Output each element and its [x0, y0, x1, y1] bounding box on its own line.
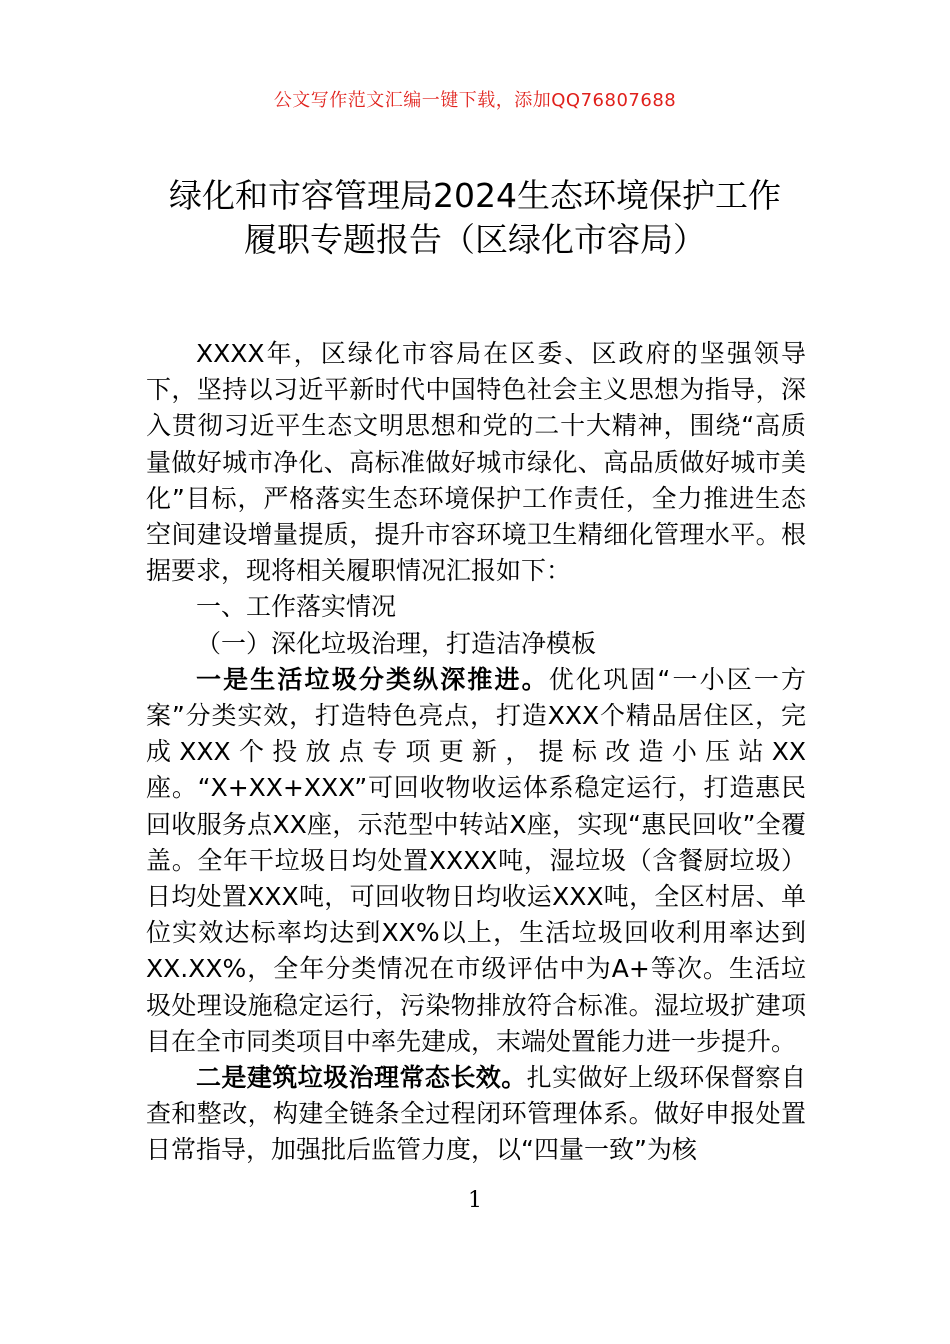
subsection-heading-1: （一）深化垃圾治理，打造洁净模板	[196, 628, 597, 658]
section-heading-1: 一、工作落实情况	[196, 592, 397, 622]
item-paragraph-2	[146, 1060, 806, 1169]
item-paragraph-1	[146, 662, 806, 1060]
header-download-note: 公文写作范文汇编一键下载，添加QQ76807688	[273, 90, 677, 111]
document-body	[146, 336, 806, 1169]
item-2-body: 扎实做好上级环保督察自查和整改，构建全链条全过程闭环管理体系。做好申报处置日常指导，加强批后监管力度，以“四量一致”为核	[146, 1063, 806, 1165]
item-1-lead: 一是生活垃圾分类纵深推进。	[196, 664, 549, 694]
document-title-line-2: 履职专题报告（区绿化市容局）	[244, 220, 706, 259]
item-2-lead: 二是建筑垃圾治理常态长效。	[196, 1063, 527, 1093]
item-1-body: 优化巩固“一小区一方案”分类实效，打造特色亮点，打造XXX个精品居住区，完成XXX个投放点专项更新，提标改造小压站XX座。“X+XX+XXX”可回收物收运体系稳定运行，打造惠民回收服务点XX座，示范型中转站X座，实现“惠民回收”全覆盖。全年干垃圾日均处置XXXX吨，湿垃圾（含餐厨垃圾）日均处置XXX吨，可回收物日均收运XXX吨，全区村居、单位实效达标率均达到XX%以上，生活垃圾回收利用率达到XX.XX%，全年分类情况在市级评估中为A+等次。生活垃圾处理设施稳定运行，污染物排放符合标准。湿垃圾扩建项目在全市同类项目中率先建成，末端处置能力进一步提升。	[146, 664, 806, 1056]
page-number: 1	[468, 1188, 482, 1213]
document-title-line-1: 绿化和市容管理局2024生态环境保护工作	[169, 176, 781, 215]
intro-paragraph: XXXX年，区绿化市容局在区委、区政府的坚强领导下，坚持以习近平新时代中国特色社会主义思想为指导，深入贯彻习近平生态文明思想和党的二十大精神，围绕“高质量做好城市净化、高标准做好城市绿化、高品质做好城市美化”目标，严格落实生态环境保护工作责任，全力推进生态空间建设增量提质，提升市容环境卫生精细化管理水平。根据要求，现将相关履职情况汇报如下：	[146, 339, 806, 586]
